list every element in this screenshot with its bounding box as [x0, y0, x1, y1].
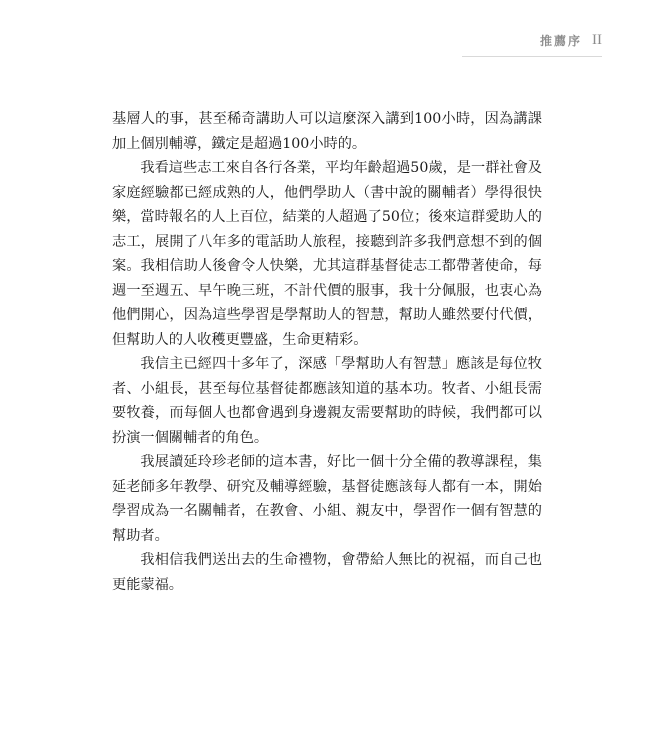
paragraph: 我相信我們送出去的生命禮物，會帶給人無比的祝福，而自己也更能蒙福。: [112, 552, 542, 593]
page-number: II: [592, 31, 602, 48]
body-text: [112, 107, 542, 597]
paragraph: 我看這些志工來自各行各業，平均年齡超過50歲，是一群社會及家庭經驗都已經成熟的人，他們學助人（書中說的關輔者）學得很快樂，當時報名的人上百位，結業的人超過了50位；後來這群愛助人的志工，展開了八年多的電話助人旅程，接聽到許多我們意想不到的個案。我相信助人後會令人快樂，尤其這群基督徒志工都帶著使命，每週一至週五、早午晚三班，不計代價的服事，我十分佩服，也衷心為他們開心，因為這些學習是學幫助人的智慧，幫助人雖然要付代價，但幫助人的人收穫更豐盛，生命更精彩。: [112, 160, 542, 348]
paragraph-continued: 基層人的事，甚至稀奇講助人可以這麼深入講到100小時，因為講課加上個別輔導，鐵定是超過100小時的。: [112, 111, 542, 152]
paragraph: 我展讀延玲珍老師的這本書，好比一個十分全備的教導課程，集延老師多年教學、研究及輔導經驗，基督徒應該每人都有一本，開始學習成為一名關輔者，在教會、小組、親友中，學習作一個有智慧的幫助者。: [112, 454, 542, 544]
running-header: [462, 28, 602, 57]
section-title: 推薦序: [539, 33, 582, 48]
paragraph: 我信主已經四十多年了，深感「學幫助人有智慧」應該是每位牧者、小組長，甚至每位基督徒都應該知道的基本功。牧者、小組長需要牧養，而每個人也都會遇到身邊親友需要幫助的時候，我們都可以扮演一個關輔者的角色。: [112, 356, 542, 446]
